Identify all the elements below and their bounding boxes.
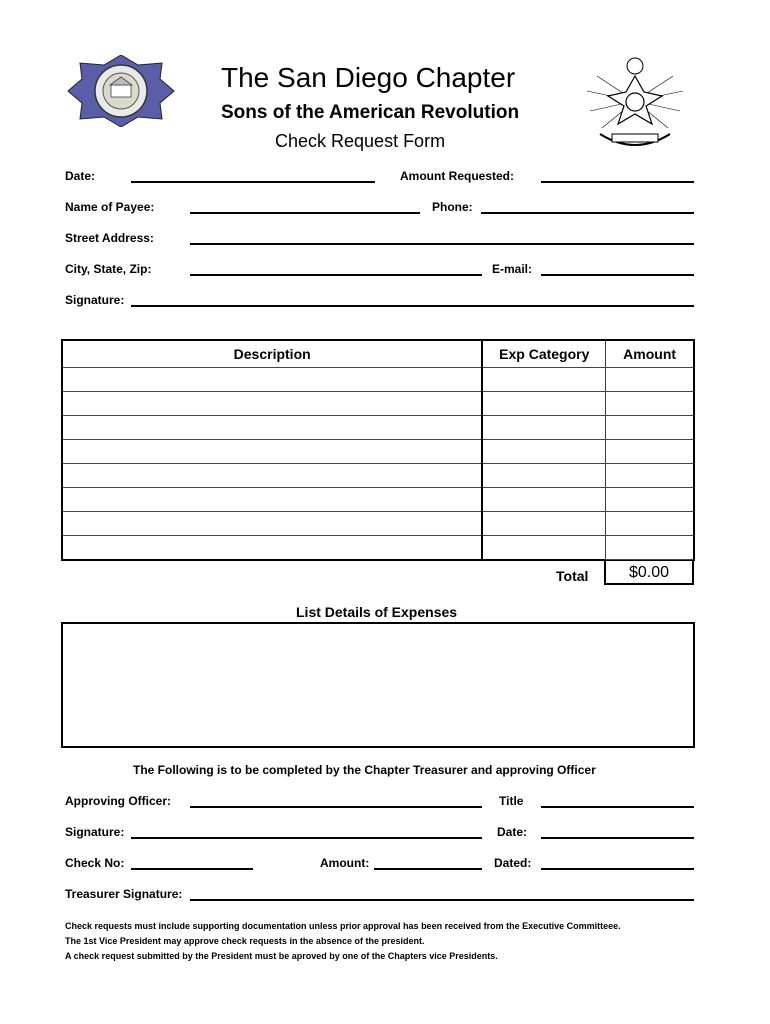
description-cell[interactable] xyxy=(62,512,482,536)
approving-officer-field[interactable] xyxy=(190,806,482,808)
amount-cell[interactable] xyxy=(606,392,694,416)
amount-requested-label: Amount Requested: xyxy=(400,169,514,183)
table-row[interactable] xyxy=(62,536,694,561)
amount-cell[interactable] xyxy=(606,536,694,561)
approving-officer-label: Approving Officer: xyxy=(65,794,172,808)
signature-label: Signature: xyxy=(65,293,125,307)
street-label: Street Address: xyxy=(65,231,154,245)
table-header-row xyxy=(62,340,694,368)
category-cell[interactable] xyxy=(482,512,605,536)
payee-field[interactable] xyxy=(190,212,420,214)
organization-subtitle: Sons of the American Revolution xyxy=(221,102,520,123)
amount-cell[interactable] xyxy=(606,368,694,392)
category-cell[interactable] xyxy=(482,464,605,488)
title-label: Title xyxy=(499,794,524,808)
signature-field[interactable] xyxy=(131,305,694,307)
treasurer-section-heading: The Following is to be completed by the Chapter Treasurer and approving Officer xyxy=(133,763,596,777)
date-label: Date: xyxy=(65,169,96,183)
table-row[interactable] xyxy=(62,488,694,512)
sar-insignia-logo xyxy=(582,56,688,156)
approval-date-label: Date: xyxy=(497,825,528,839)
approval-date-field[interactable] xyxy=(541,837,694,839)
street-field[interactable] xyxy=(190,243,694,245)
expense-details-box[interactable] xyxy=(61,622,695,748)
description-cell[interactable] xyxy=(62,488,482,512)
table-row[interactable] xyxy=(62,368,694,392)
amount-cell[interactable] xyxy=(606,512,694,536)
check-no-label: Check No: xyxy=(65,856,125,870)
dated-field[interactable] xyxy=(541,868,694,870)
amount-field[interactable] xyxy=(374,868,482,870)
amount-header: Amount xyxy=(606,340,694,368)
category-cell[interactable] xyxy=(482,368,605,392)
exp-category-header: Exp Category xyxy=(482,340,605,368)
phone-label: Phone: xyxy=(432,200,473,214)
table-row[interactable] xyxy=(62,416,694,440)
table-row[interactable] xyxy=(62,392,694,416)
footer-note: A check request submitted by the President must be aproved by one of the Chapters vice Presidents. xyxy=(65,951,498,961)
city-field[interactable] xyxy=(190,274,482,276)
footer-note: The 1st Vice President may approve check requests in the absence of the president. xyxy=(65,936,425,946)
dated-label: Dated: xyxy=(494,856,532,870)
description-header: Description xyxy=(62,340,482,368)
page-title: The San Diego Chapter xyxy=(221,62,516,93)
payee-label: Name of Payee: xyxy=(65,200,155,214)
amount-cell[interactable] xyxy=(606,440,694,464)
total-label: Total xyxy=(556,568,589,584)
category-cell[interactable] xyxy=(482,488,605,512)
treasurer-signature-field[interactable] xyxy=(190,899,694,901)
category-cell[interactable] xyxy=(482,392,605,416)
details-heading: List Details of Expenses xyxy=(296,604,458,620)
email-field[interactable] xyxy=(541,274,694,276)
description-cell[interactable] xyxy=(62,416,482,440)
footer-note: Check requests must include supporting documentation unless prior approval has been received from the Executive Committeee. xyxy=(65,921,621,931)
expense-table xyxy=(61,339,695,561)
amount-cell[interactable] xyxy=(606,464,694,488)
description-cell[interactable] xyxy=(62,536,482,561)
treasurer-signature-label: Treasurer Signature: xyxy=(65,887,183,901)
amount-cell[interactable] xyxy=(606,488,694,512)
category-cell[interactable] xyxy=(482,416,605,440)
form-name: Check Request Form xyxy=(275,131,446,151)
table-row[interactable] xyxy=(62,464,694,488)
description-cell[interactable] xyxy=(62,464,482,488)
approver-signature-label: Signature: xyxy=(65,825,125,839)
category-cell[interactable] xyxy=(482,440,605,464)
amount-requested-field[interactable] xyxy=(541,181,694,183)
description-cell[interactable] xyxy=(62,392,482,416)
amount-label: Amount: xyxy=(320,856,370,870)
phone-field[interactable] xyxy=(481,212,694,214)
description-cell[interactable] xyxy=(62,440,482,464)
amount-cell[interactable] xyxy=(606,416,694,440)
approver-signature-field[interactable] xyxy=(131,837,482,839)
category-cell[interactable] xyxy=(482,536,605,561)
title-field[interactable] xyxy=(541,806,694,808)
city-label: City, State, Zip: xyxy=(65,262,152,276)
total-value: $0.00 xyxy=(604,559,694,585)
chapter-seal-logo xyxy=(66,55,176,127)
date-field[interactable] xyxy=(131,181,375,183)
description-cell[interactable] xyxy=(62,368,482,392)
table-row[interactable] xyxy=(62,512,694,536)
check-no-field[interactable] xyxy=(131,868,253,870)
email-label: E-mail: xyxy=(492,262,533,276)
table-row[interactable] xyxy=(62,440,694,464)
